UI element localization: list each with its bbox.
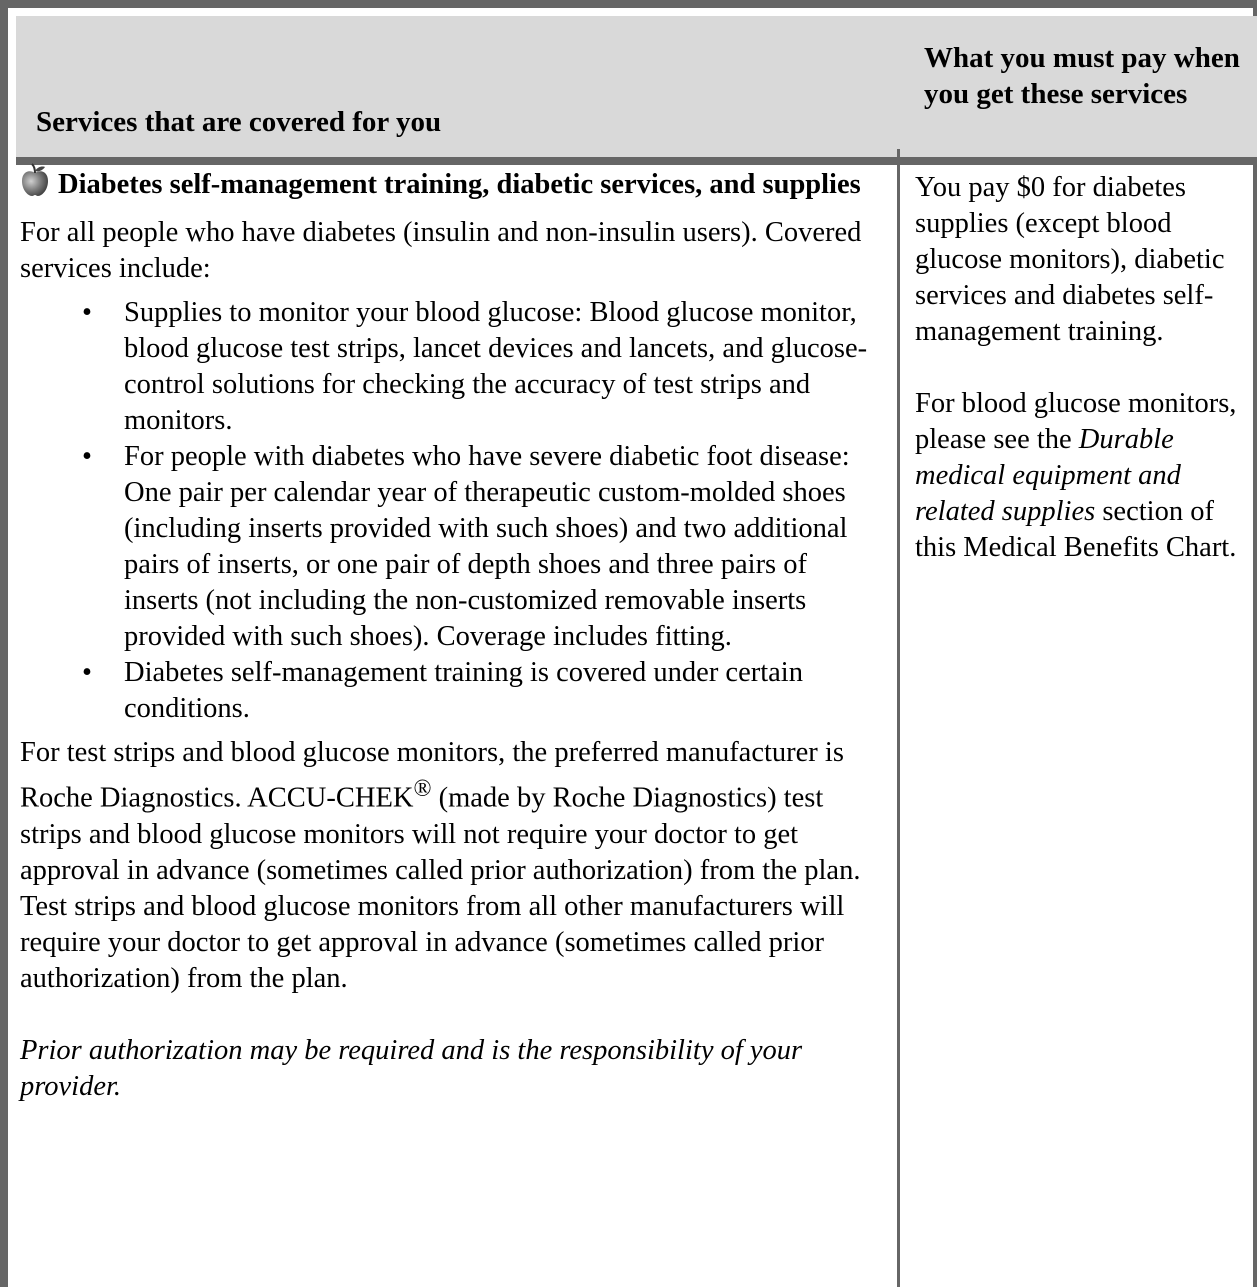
payment-cell <box>915 170 1245 566</box>
bullet-icon: • <box>82 441 92 472</box>
table-header <box>16 16 1257 165</box>
payment-paragraph-2 <box>915 386 1245 566</box>
service-title <box>20 163 880 207</box>
services-column-header: Services that are covered for you <box>36 106 442 138</box>
payment-text-end: section of this Medical Benefits Chart. <box>915 496 1237 563</box>
preferred-manufacturer-paragraph <box>20 735 880 997</box>
list-item <box>20 295 880 439</box>
bullet-icon: • <box>82 297 92 328</box>
column-divider <box>897 149 900 1287</box>
list-item <box>20 655 880 727</box>
service-title-text: Diabetes self-management training, diabetic services, and supplies <box>58 169 861 200</box>
list-item <box>20 439 880 655</box>
covered-services-list <box>20 295 880 727</box>
list-item-text: Supplies to monitor your blood glucose: Blood glucose monitor, blood glucose test strips, lancet devices and lancets, and glucose-control solutions for checking the accuracy of test strips and monitors. <box>124 297 868 436</box>
services-cell <box>20 163 880 1105</box>
dme-section-reference: Durable medical equipment and related supplies <box>915 424 1181 527</box>
list-item-text: For people with diabetes who have severe diabetic foot disease: One pair per calendar year of therapeutic custom-molded shoes (including inserts provided with such shoes) and two additional pairs of inserts, or one pair of depth shoes and three pairs of inserts (not including the non-customized removable inserts provided with such shoes). Coverage includes fitting. <box>124 441 850 652</box>
preferred-text-1: For test strips and blood glucose monitors, the preferred manufacturer is Roche Diagnostics. ACCU-CHEK <box>20 737 844 814</box>
list-item-text: Diabetes self-management training is covered under certain conditions. <box>124 657 803 724</box>
payment-column-header: What you must pay when you get these services <box>924 42 1240 110</box>
preferred-text-2: (made by Roche Diagnostics) test strips and blood glucose monitors will not require your doctor to get approval in advance (sometimes called prior authorization) from the plan. Test strips and blood glucose monitors from all other manufacturers will require your doctor to get approval in advance (sometimes called prior authorization) from the plan. <box>20 782 861 994</box>
apple-icon <box>20 163 50 207</box>
registered-mark: ® <box>413 776 432 802</box>
payment-text-start: For blood glucose monitors, please see the <box>915 388 1237 455</box>
prior-authorization-note: Prior authorization may be required and is the responsibility of your provider. <box>20 1034 803 1102</box>
service-intro: For all people who have diabetes (insulin and non-insulin users). Covered services include: <box>20 217 862 284</box>
payment-paragraph-1: You pay $0 for diabetes supplies (except blood glucose monitors), diabetic services and diabetes self-management training. <box>915 172 1225 347</box>
bullet-icon: • <box>82 657 92 688</box>
